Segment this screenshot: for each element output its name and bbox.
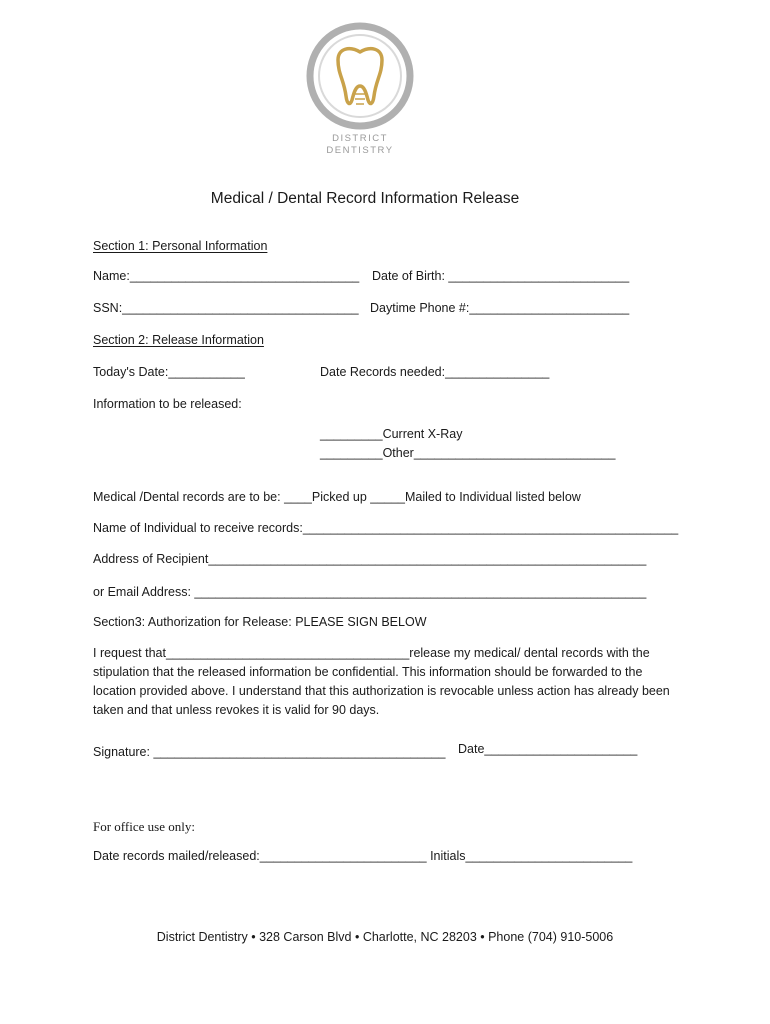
name-field[interactable]: Name:_________________________________ <box>93 269 360 283</box>
ssn-field[interactable]: SSN:__________________________________ <box>93 301 359 315</box>
footer-address: District Dentistry • 328 Carson Blvd • Charlotte, NC 28203 • Phone (704) 910-5006 <box>156 930 614 944</box>
logo-text-line1: DISTRICT <box>332 133 388 144</box>
date-records-needed-field[interactable]: Date Records needed:_______________ <box>320 365 550 379</box>
records-mailed-field[interactable]: Date records mailed/released:________________________ Initials________________________ <box>93 849 633 863</box>
section1-heading: Section 1: Personal Information <box>93 239 268 253</box>
date-of-birth-field[interactable]: Date of Birth: __________________________ <box>372 269 630 283</box>
recipient-name-field[interactable]: Name of Individual to receive records:______________________________________________________ <box>93 521 679 535</box>
section2-heading: Section 2: Release Information <box>93 333 264 347</box>
signature-field[interactable]: Signature: __________________________________________ <box>93 745 446 759</box>
logo-text-line2: DENTISTRY <box>326 145 394 156</box>
other-option[interactable]: _________Other_____________________________ <box>320 446 616 460</box>
email-address-field[interactable]: or Email Address: _________________________________________________________________ <box>93 585 647 599</box>
todays-date-field[interactable]: Today's Date:___________ <box>93 365 245 379</box>
district-dentistry-logo <box>304 20 416 160</box>
recipient-address-field[interactable]: Address of Recipient_______________________________________________________________ <box>93 552 647 566</box>
daytime-phone-field[interactable]: Daytime Phone #:_______________________ <box>370 301 630 315</box>
information-to-release-label: Information to be released: <box>93 397 242 411</box>
authorization-paragraph: I request that___________________________________release my medical/ dental records with the stipulation that the released information be confidential. This information should be forwarded to the location provided above. I understand that this authorization is revocable unless action has already been taken and that unless revokes it is valid for 90 days. <box>93 646 670 717</box>
section3-heading: Section3: Authorization for Release: PLEASE SIGN BELOW <box>93 615 427 629</box>
office-use-label: For office use only: <box>93 819 195 834</box>
signature-date-field[interactable]: Date______________________ <box>458 742 638 756</box>
current-xray-option[interactable]: _________Current X-Ray <box>320 427 463 441</box>
tooth-logo-icon <box>304 20 416 132</box>
page-title: Medical / Dental Record Information Release <box>210 190 520 207</box>
delivery-method-field[interactable]: Medical /Dental records are to be: ____Picked up _____Mailed to Individual listed below <box>93 490 581 504</box>
